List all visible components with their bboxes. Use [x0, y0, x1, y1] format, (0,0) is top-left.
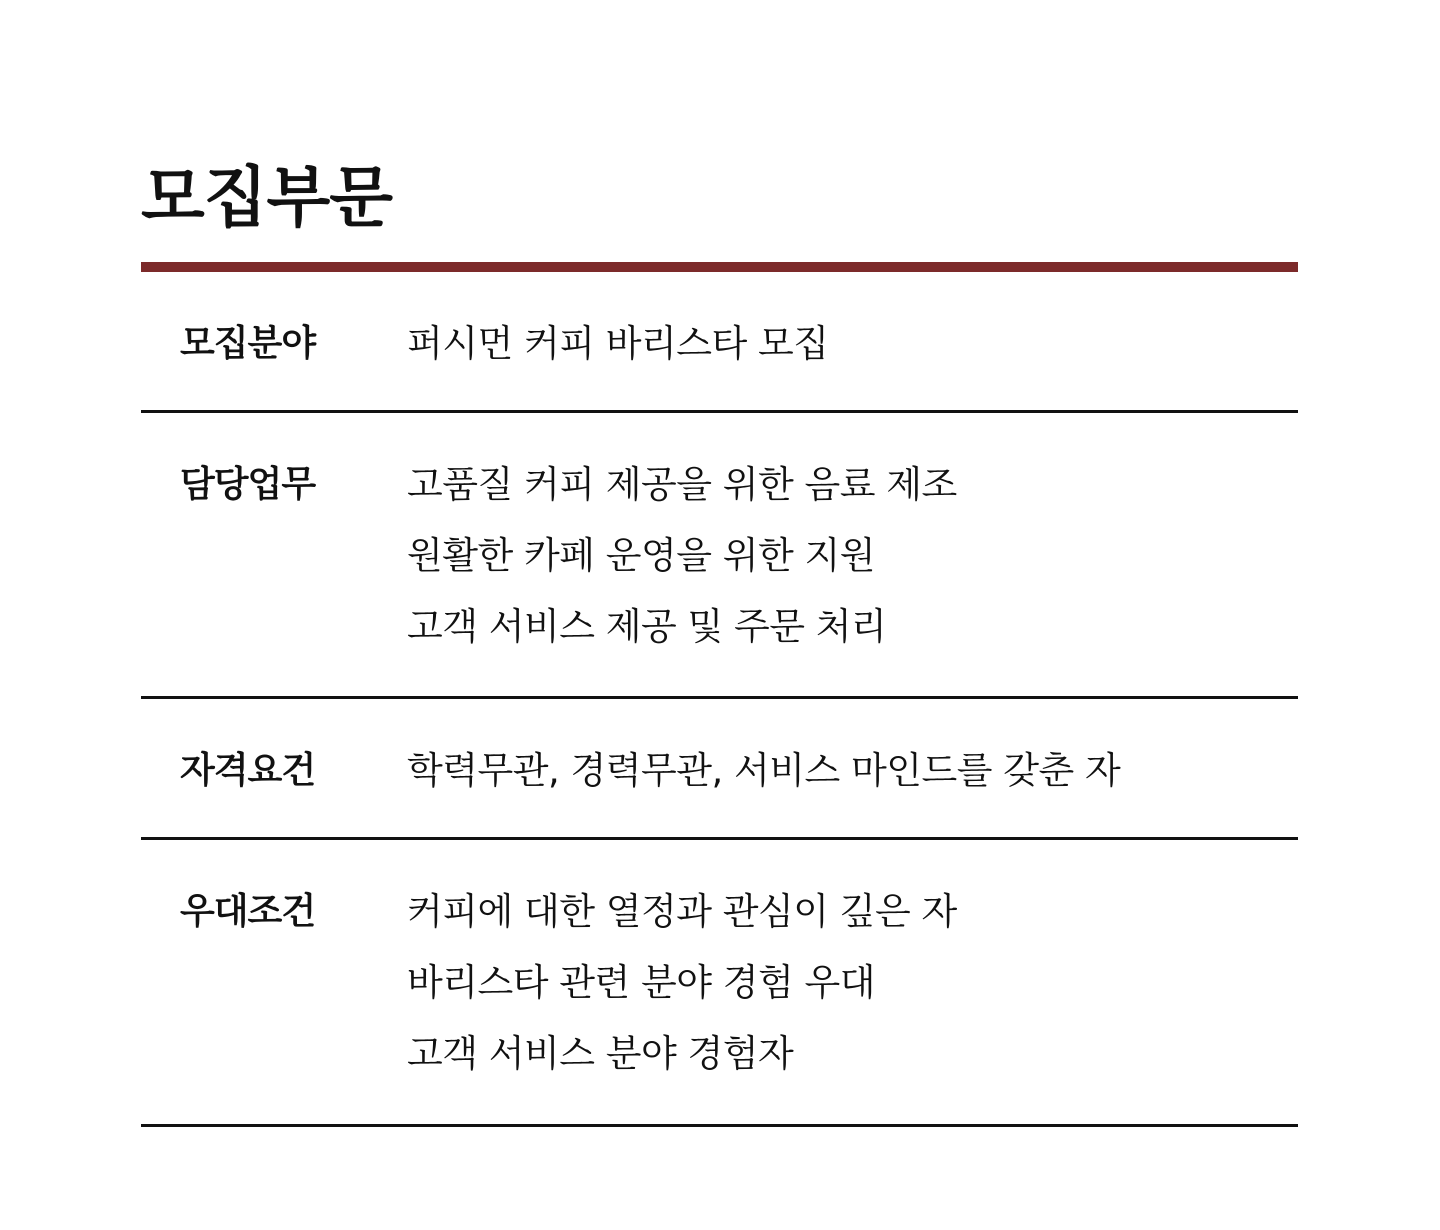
row-value: 원활한 카페 운영을 위한 지원 [407, 534, 875, 577]
row-value: 학력무관, 경력무관, 서비스 마인드를 갖춘 자 [407, 749, 1121, 792]
row-duties [141, 413, 1298, 699]
row-value: 퍼시먼 커피 바리스타 모집 [407, 322, 829, 365]
recruitment-table [141, 272, 1298, 1127]
row-label: 모집분야 [180, 323, 316, 364]
row-label: 우대조건 [180, 891, 316, 932]
title-accent-rule [141, 262, 1298, 272]
row-value: 커피에 대한 열정과 관심이 깊은 자 [407, 890, 957, 933]
row-recruitment-field [141, 272, 1298, 413]
row-label: 자격요건 [180, 750, 316, 791]
row-values [407, 321, 1298, 367]
row-values [407, 889, 1298, 1077]
row-value: 고객 서비스 분야 경험자 [407, 1032, 794, 1075]
row-value: 바리스타 관련 분야 경험 우대 [407, 961, 875, 1004]
row-qualifications [141, 699, 1298, 840]
row-label: 담당업무 [180, 464, 316, 505]
row-values [407, 462, 1298, 650]
row-preferred-qualifications [141, 840, 1298, 1127]
row-value: 고객 서비스 제공 및 주문 처리 [407, 605, 887, 648]
section-title: 모집부문 [141, 159, 393, 236]
row-value: 고품질 커피 제공을 위한 음료 제조 [407, 463, 957, 506]
row-values [407, 748, 1298, 794]
